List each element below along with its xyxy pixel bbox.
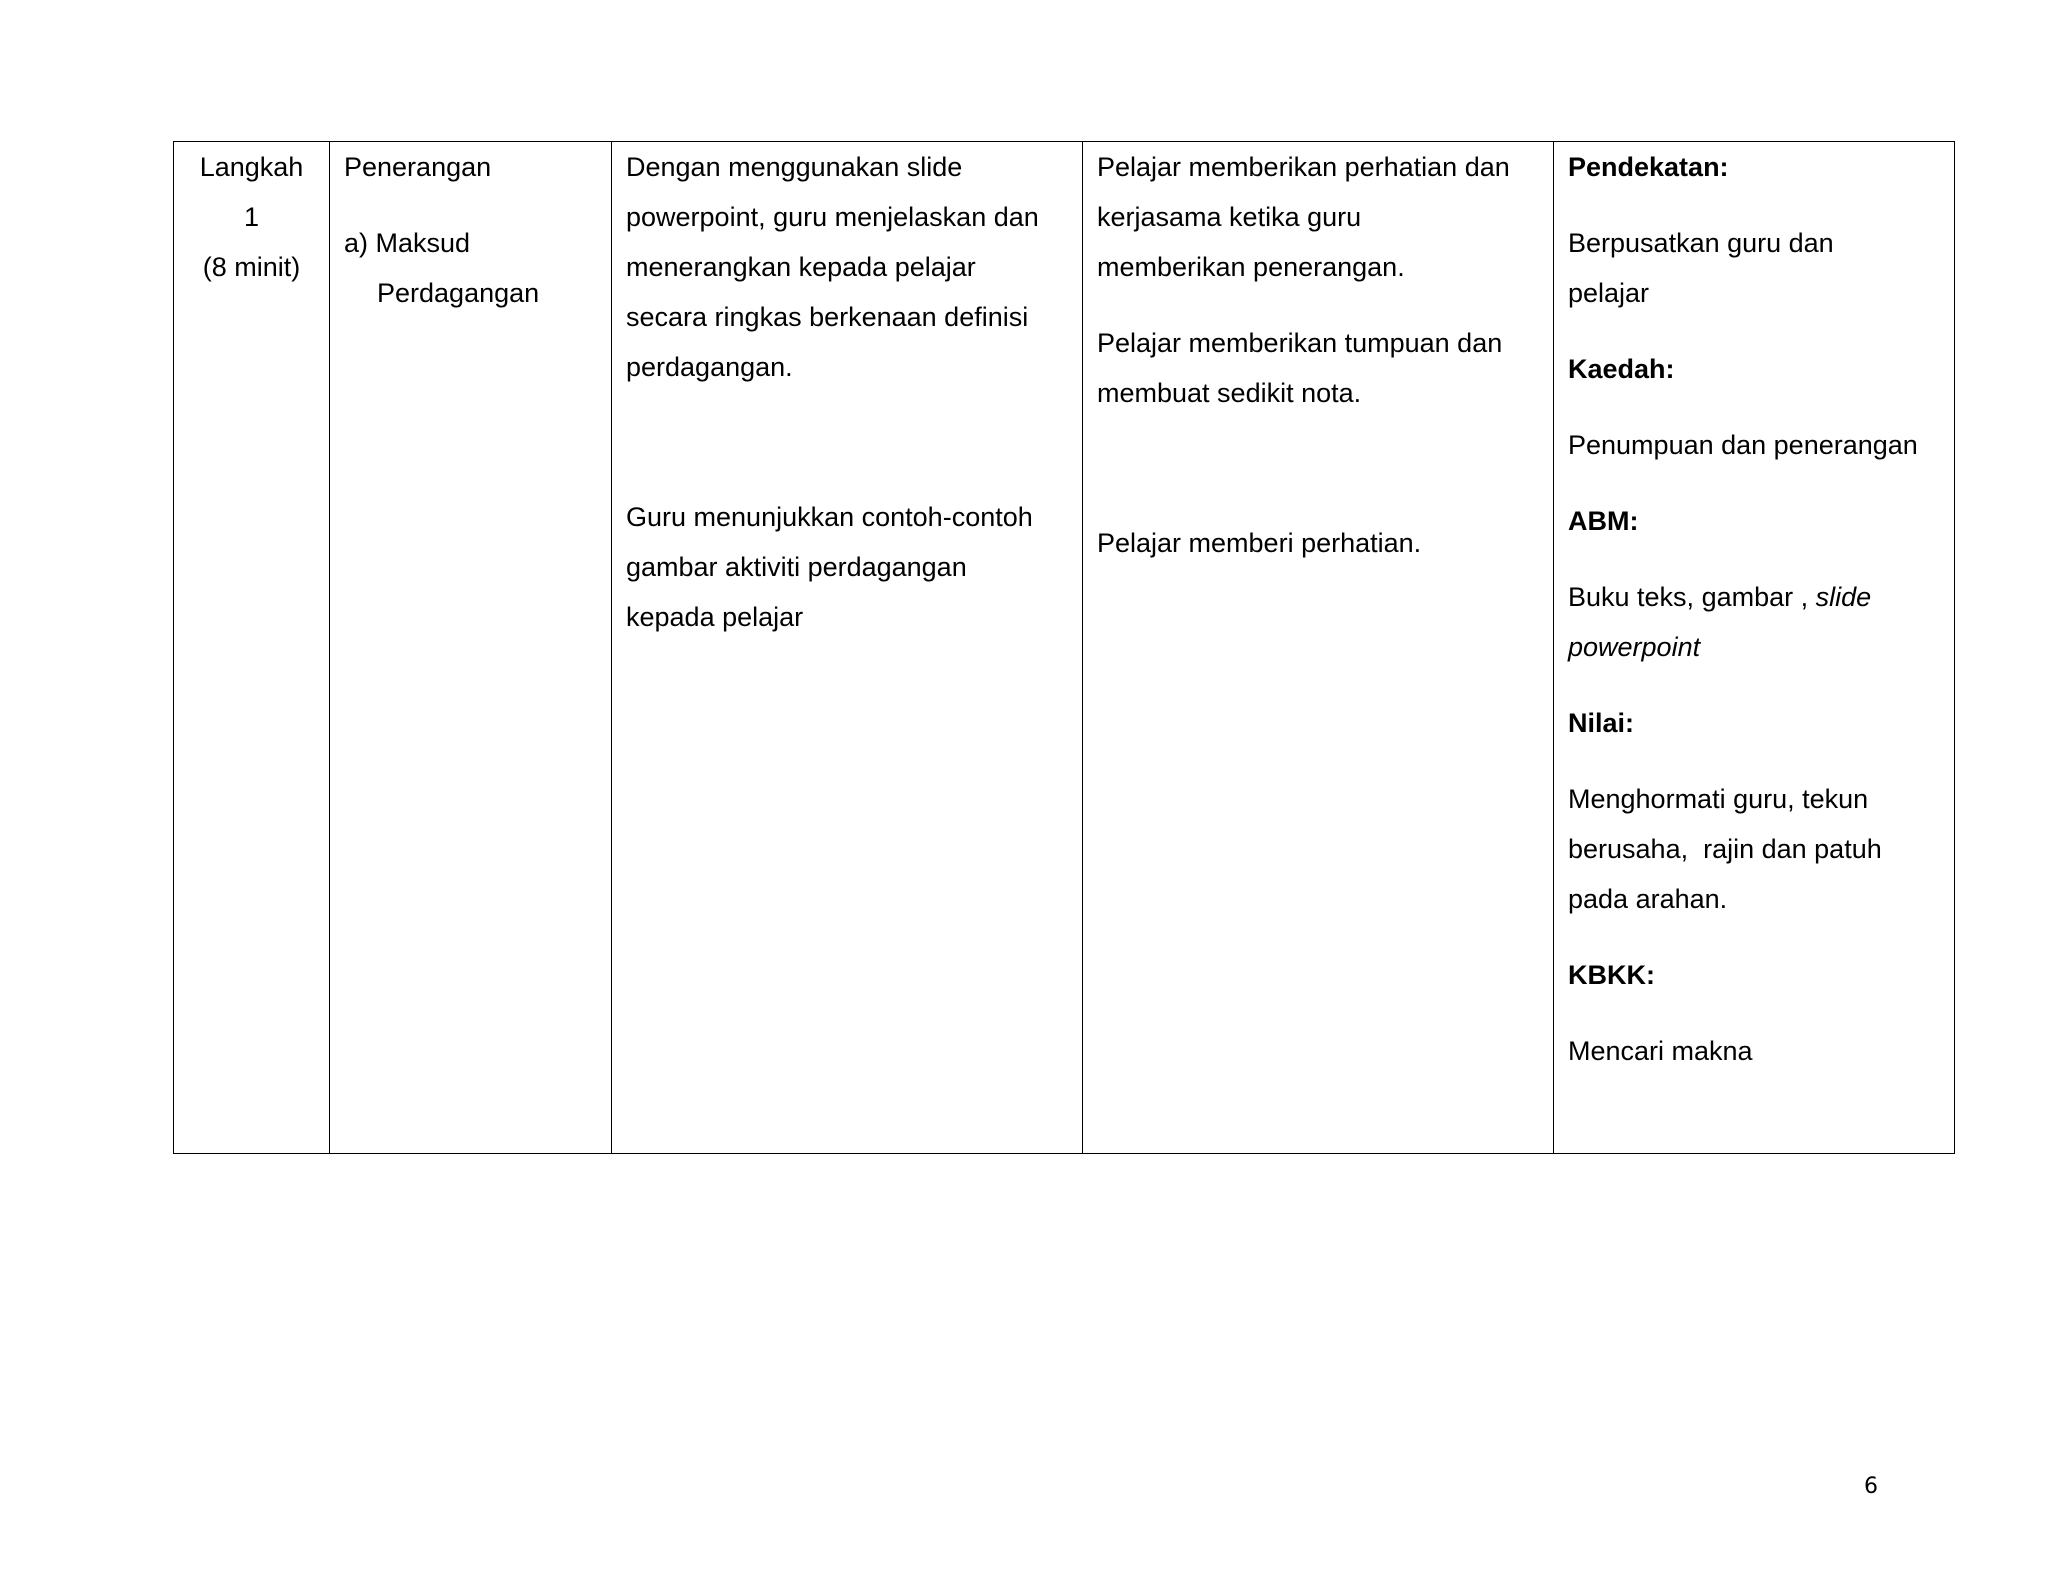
values-label: Nilai: [1568,708,1635,738]
approach-label: Pendekatan: [1568,152,1729,182]
text-line: Pelajar memberikan tumpuan dan [1097,328,1503,358]
text-line: menerangkan kepada pelajar [626,252,976,282]
text-line: powerpoint, guru menjelaskan dan [626,202,1039,232]
abm-label: ABM: [1568,506,1639,536]
text-line: secara ringkas berkenaan definisi [626,302,1029,332]
teacher-paragraph-2 [626,492,1068,642]
step-cell [174,142,330,1154]
student-paragraph-3 [1097,518,1539,568]
teacher-paragraph-1 [626,142,1068,392]
abm-text-plain: Buku teks, gambar , [1568,582,1816,612]
page-number: 6 [1864,1474,1878,1499]
text-line: kerjasama ketika guru [1097,202,1362,232]
student-activity-cell [1083,142,1554,1154]
text-line: gambar aktiviti perdagangan [626,552,967,582]
content-item [344,218,597,268]
content-title: Penerangan [344,152,492,182]
text-line: Pelajar memberi perhatian. [1097,528,1422,558]
approach-text [1568,218,1940,318]
student-paragraph-1 [1097,142,1539,292]
text-line: kepada pelajar [626,602,804,632]
kbkk-text: Mencari makna [1568,1036,1753,1066]
text-line: Berpusatkan guru dan [1568,228,1834,258]
text-line: berusaha, rajin dan patuh [1568,834,1882,864]
method-text: Penumpuan dan penerangan [1568,430,1918,460]
text-line: Menghormati guru, tekun [1568,784,1869,814]
content-cell [330,142,612,1154]
text-line: membuat sedikit nota. [1097,378,1362,408]
lesson-plan-table [173,141,1955,1154]
abm-text [1568,572,1940,672]
text-line: pelajar [1568,278,1650,308]
content-item-prefix: a) [344,228,369,258]
method-label: Kaedah: [1568,354,1675,384]
text-line: memberikan penerangan. [1097,252,1405,282]
text-line: perdagangan. [626,352,793,382]
abm-text-italic-2: powerpoint [1568,632,1701,662]
table-row [174,142,1955,1154]
content-item-line1: Maksud [375,228,471,258]
teacher-activity-cell [612,142,1083,1154]
abm-text-italic-1: slide [1815,582,1872,612]
kbkk-label: KBKK: [1568,960,1655,990]
text-line: Pelajar memberikan perhatian dan [1097,152,1510,182]
content-item-line2: Perdagangan [377,278,540,308]
notes-cell [1554,142,1955,1154]
step-duration: (8 minit) [202,252,301,282]
text-line: pada arahan. [1568,884,1728,914]
values-text [1568,774,1940,924]
text-line: Dengan menggunakan slide [626,152,963,182]
step-title: Langkah [199,152,304,182]
student-paragraph-2 [1097,318,1539,418]
step-number: 1 [243,202,260,232]
text-line: Guru menunjukkan contoh-contoh [626,502,1033,532]
